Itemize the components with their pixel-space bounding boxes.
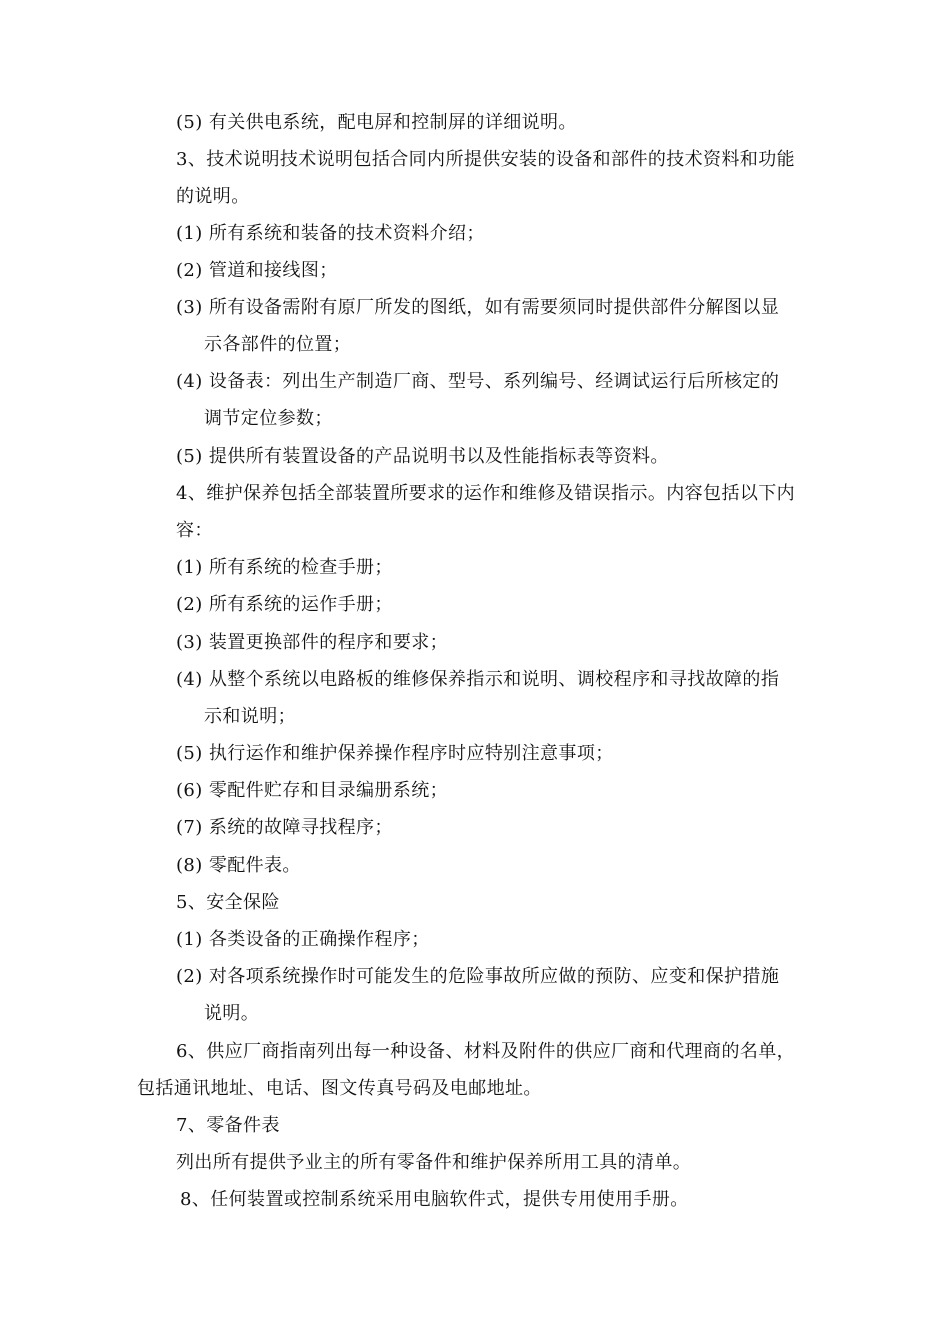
item-8-parts-list: (8) 零配件表。 xyxy=(176,855,301,876)
item-4-continuation-2: 示和说明； xyxy=(204,706,296,727)
item-4-equipment-list: (4) 设备表：列出生产制造厂商、型号、系列编号、经调试运行后所核定的 xyxy=(176,371,780,392)
item-2-operation-manual: (2) 所有系统的运作手册； xyxy=(176,594,393,615)
section-4-continuation: 容： xyxy=(176,520,213,541)
item-4-continuation: 调节定位参数； xyxy=(204,408,333,429)
item-5-precautions: (5) 执行运作和维护保养操作程序时应特别注意事项； xyxy=(176,743,614,764)
section-6-continuation: 包括通讯地址、电话、图文传真号码及电邮地址。 xyxy=(137,1078,542,1099)
item-5-manuals: (5) 提供所有装置设备的产品说明书以及性能指标表等资料。 xyxy=(176,446,669,467)
item-2-piping-wiring: (2) 管道和接线图； xyxy=(176,260,338,281)
section-5-safety: 5、安全保险 xyxy=(176,892,280,913)
item-3-drawings: (3) 所有设备需附有原厂所发的图纸，如有需要须同时提供部件分解图以显 xyxy=(176,297,780,318)
item-3-continuation: 示各部件的位置； xyxy=(204,334,352,355)
item-7-troubleshooting: (7) 系统的故障寻找程序； xyxy=(176,817,393,838)
section-8-software-manual: 8、任何装置或控制系统采用电脑软件式，提供专用使用手册。 xyxy=(180,1189,689,1210)
section-3-continuation: 的说明。 xyxy=(176,186,250,207)
section-3-technical-description: 3、技术说明技术说明包括合同内所提供安装的设备和部件的技术资料和功能 xyxy=(176,149,796,170)
section-6-supplier-guide: 6、供应厂商指南列出每一种设备、材料及附件的供应厂商和代理商的名单， xyxy=(176,1041,796,1062)
section-7-spare-parts: 7、零备件表 xyxy=(176,1115,280,1136)
section-7-description: 列出所有提供予业主的所有零备件和维护保养所用工具的清单。 xyxy=(176,1152,692,1173)
item-4-circuit-board: (4) 从整个系统以电路板的维修保养指示和说明、调校程序和寻找故障的指 xyxy=(176,669,780,690)
item-1-technical-data: (1) 所有系统和装备的技术资料介绍； xyxy=(176,223,485,244)
item-2-continuation: 说明。 xyxy=(204,1003,260,1024)
item-6-parts-storage: (6) 零配件贮存和目录编册系统； xyxy=(176,780,449,801)
item-1-inspection-manual: (1) 所有系统的检查手册； xyxy=(176,557,393,578)
item-2-hazard-prevention: (2) 对各项系统操作时可能发生的危险事故所应做的预防、应变和保护措施 xyxy=(176,966,780,987)
section-4-maintenance: 4、维护保养包括全部装置所要求的运作和维修及错误指示。内容包括以下内 xyxy=(176,483,796,504)
item-3-replacement-procedure: (3) 装置更换部件的程序和要求； xyxy=(176,632,449,653)
item-1-operating-procedure: (1) 各类设备的正确操作程序； xyxy=(176,929,430,950)
item-5-power-system: (5) 有关供电系统，配电屏和控制屏的详细说明。 xyxy=(176,112,577,133)
